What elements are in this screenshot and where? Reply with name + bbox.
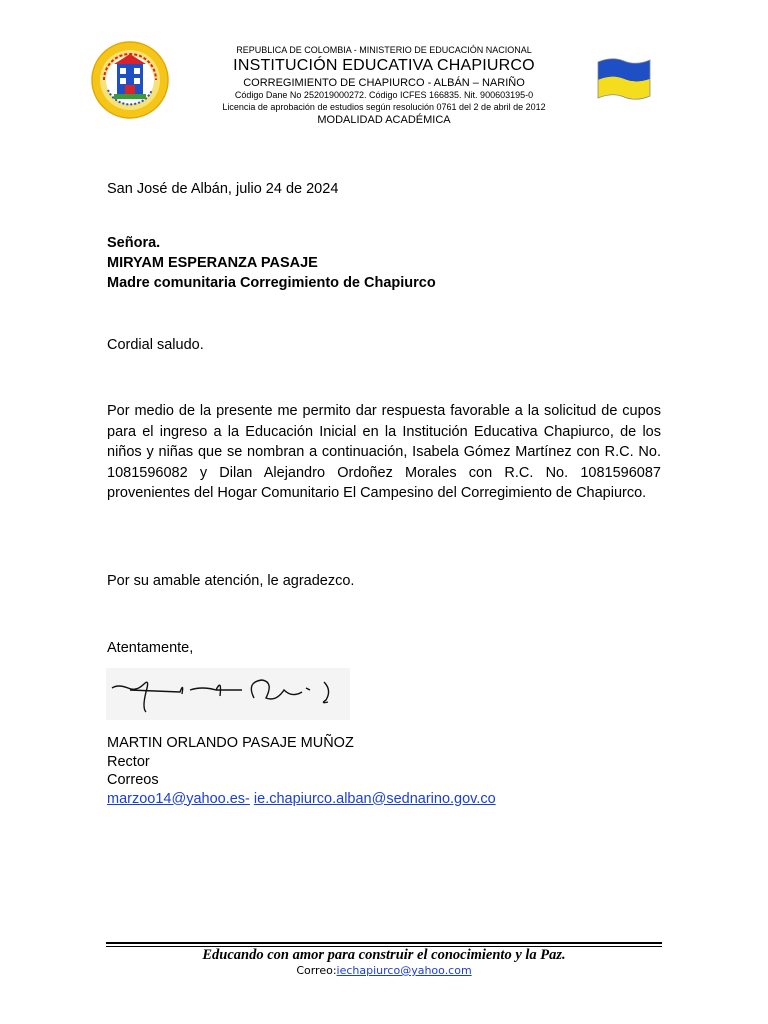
recipient-salutation: Señora. <box>107 235 161 251</box>
header-license: Licencia de aprobación de estudios según resolución 0761 del 2 de abril de 2012 <box>222 102 546 112</box>
header-ministry-line: REPUBLICA DE COLOMBIA - MINISTERIO DE EDUCACIÓN NACIONAL <box>236 45 532 55</box>
header-location: CORREGIMIENTO DE CHAPIURCO - ALBÁN – NARIÑO <box>243 77 525 89</box>
footer-email-label: Correo: <box>296 964 337 977</box>
recipient-role: Madre comunitaria Corregimiento de Chapiurco <box>107 275 436 291</box>
emails-label: Correos <box>107 772 159 788</box>
footer-email-link[interactable]: iechapiurco@yahoo.com <box>336 964 472 977</box>
letter-date: San José de Albán, julio 24 de 2024 <box>107 181 339 197</box>
signer-block <box>107 734 661 808</box>
closing-line: Atentamente, <box>107 640 194 656</box>
greeting: Cordial saludo. <box>107 337 204 353</box>
signer-title: Rector <box>107 753 150 770</box>
header-codes: Código Dane No 252019000272. Código ICFES 166835. Nit. 900603195-0 <box>234 90 534 100</box>
signer-name: MARTIN ORLANDO PASAJE MUÑOZ <box>107 735 354 751</box>
signature-image <box>106 668 350 720</box>
institution-name: INSTITUCIÓN EDUCATIVA CHAPIURCO <box>233 57 535 74</box>
footer-rule <box>106 942 662 944</box>
emails-line <box>107 790 661 809</box>
wavy-flag-icon <box>596 56 652 102</box>
email-link-yahoo[interactable]: marzoo14@yahoo.es- <box>107 790 250 807</box>
body-paragraph: Por medio de la presente me permito dar respuesta favorable a la solicitud de cupos para el ingreso a la Educación Inicial en la Institución Educativa Chapiurco, de los niños y niñas que se nombran a continuación, Isabela Gómez Martínez con R.C. No. 1081596082 y Dilan Alejandro Ordoñez Morales con R.C. No. 1081596087 provenientes del Hogar Comunitario El Campesino del Corregimiento de Chapiurco. <box>107 403 661 501</box>
thanks-line: Por su amable atención, le agradezco. <box>107 573 355 589</box>
school-crest-icon <box>90 40 170 120</box>
footer-motto: Educando con amor para construir el conocimiento y la Paz. <box>202 947 566 963</box>
header-modality: MODALIDAD ACADÉMICA <box>317 114 451 126</box>
footer-email-line <box>106 964 662 977</box>
recipient-name: MIRYAM ESPERANZA PASAJE <box>107 255 318 271</box>
email-link-sednarino[interactable]: ie.chapiurco.alban@sednarino.gov.co <box>253 790 496 807</box>
recipient-block <box>107 233 661 293</box>
